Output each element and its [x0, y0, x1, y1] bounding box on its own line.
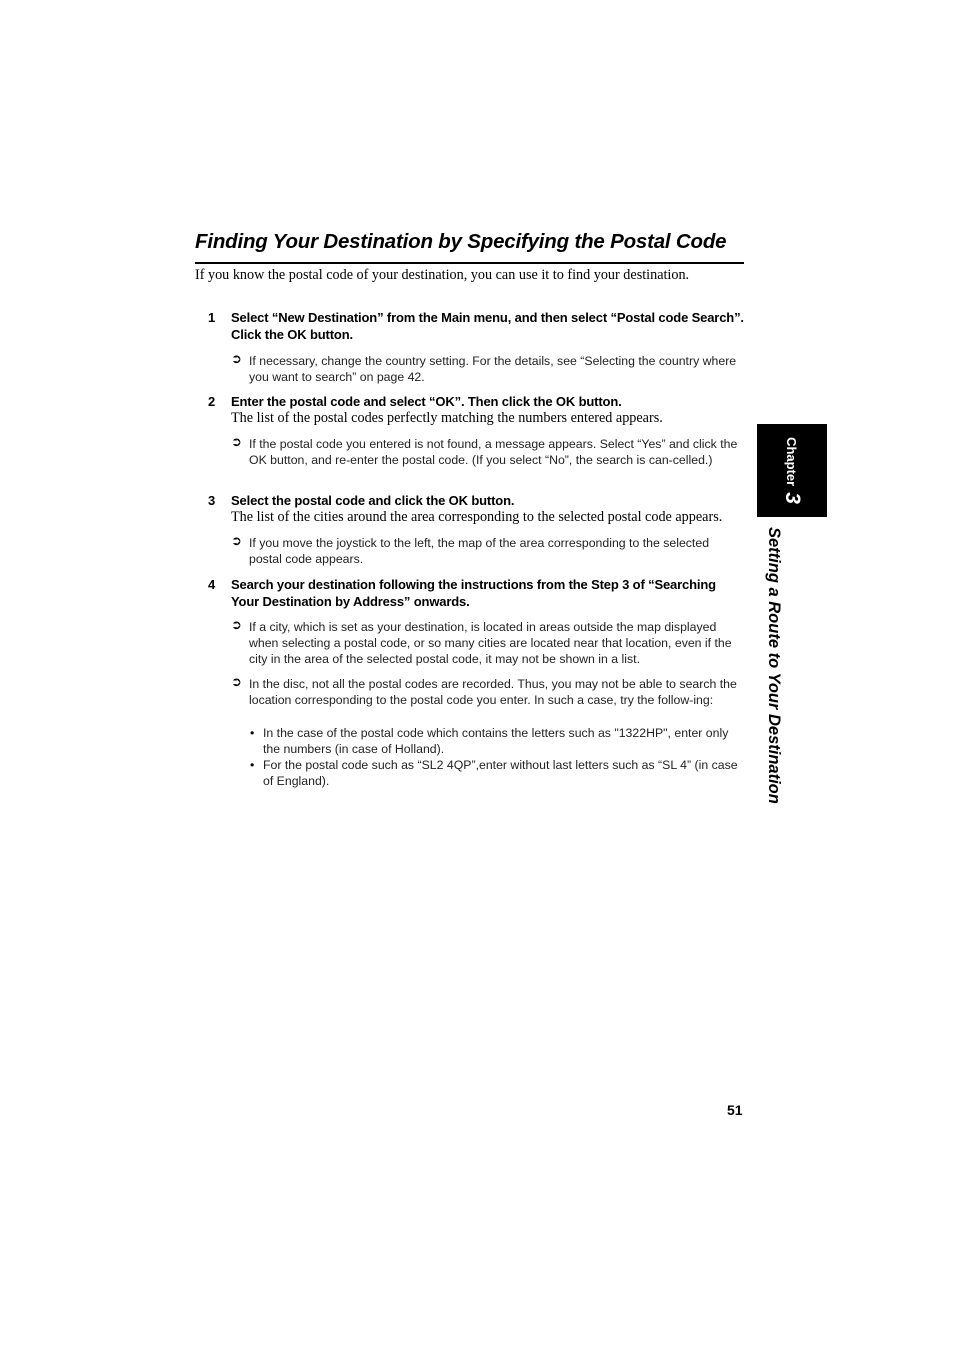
note-arrow-icon: ➲: [231, 618, 242, 633]
step-2-note: If the postal code you entered is not found, a message appears. Select “Yes” and click the OK button, and re-enter the postal code. (If you select “No”, the search is can-celled.): [249, 437, 738, 468]
page-number: 51: [727, 1102, 743, 1118]
step-2-number: 2: [208, 394, 216, 409]
chapter-tab: [757, 424, 827, 517]
step-4-bullet-1: In the case of the postal code which contains the letters such as "1322HP", enter only the numbers (in case of Holland).: [263, 726, 729, 757]
bullet-icon: •: [250, 758, 255, 772]
intro-paragraph: If you know the postal code of your destination, you can use it to find your destination.: [195, 267, 690, 283]
note-arrow-icon: ➲: [231, 534, 242, 549]
step-4-number: 4: [208, 577, 216, 592]
step-2-result: The list of the postal codes perfectly matching the numbers entered appears.: [231, 410, 663, 426]
step-4-note-2: In the disc, not all the postal codes are recorded. Thus, you may not be able to search the location corresponding to the postal code you enter. In such a case, try the follow-ing:: [249, 677, 737, 708]
chapter-number: 3: [781, 492, 804, 504]
chapter-label: Chapter: [784, 437, 800, 487]
step-3-note: If you move the joystick to the left, the map of the area corresponding to the selected postal code appears.: [249, 536, 710, 567]
section-title: Finding Your Destination by Specifying the Postal Code: [195, 230, 727, 253]
bullet-icon: •: [250, 726, 255, 740]
step-3-number: 3: [208, 493, 216, 508]
title-rule: [195, 262, 744, 264]
note-arrow-icon: ➲: [231, 675, 242, 690]
note-arrow-icon: ➲: [231, 435, 242, 450]
step-4-instruction: Search your destination following the instructions from the Step 3 of “Searching Your Destination by Address” onwards.: [231, 577, 716, 609]
note-arrow-icon: ➲: [231, 352, 242, 367]
step-3-instruction: Select the postal code and click the OK button.: [231, 493, 515, 508]
step-3-result: The list of the cities around the area corresponding to the selected postal code appears.: [231, 509, 723, 525]
step-1-number: 1: [208, 310, 216, 325]
step-1-instruction: Select “New Destination” from the Main menu, and then select “Postal code Search”. Click the OK button.: [231, 310, 744, 342]
step-4-note-1: If a city, which is set as your destination, is located in areas outside the map displayed when selecting a postal code, or so many cities are located near that location, even if the city in the area of the selected postal code, it may not be shown in a list.: [249, 620, 732, 667]
step-4-bullet-2: For the postal code such as “SL2 4QP”,enter without last letters such as “SL 4” (in case of England).: [263, 758, 738, 789]
chapter-title: Setting a Route to Your Destination: [765, 527, 783, 804]
step-1-note: If necessary, change the country setting. For the details, see “Selecting the country where you want to search” on page 42.: [249, 354, 737, 385]
step-2-instruction: Enter the postal code and select “OK”. Then click the OK button.: [231, 394, 622, 409]
